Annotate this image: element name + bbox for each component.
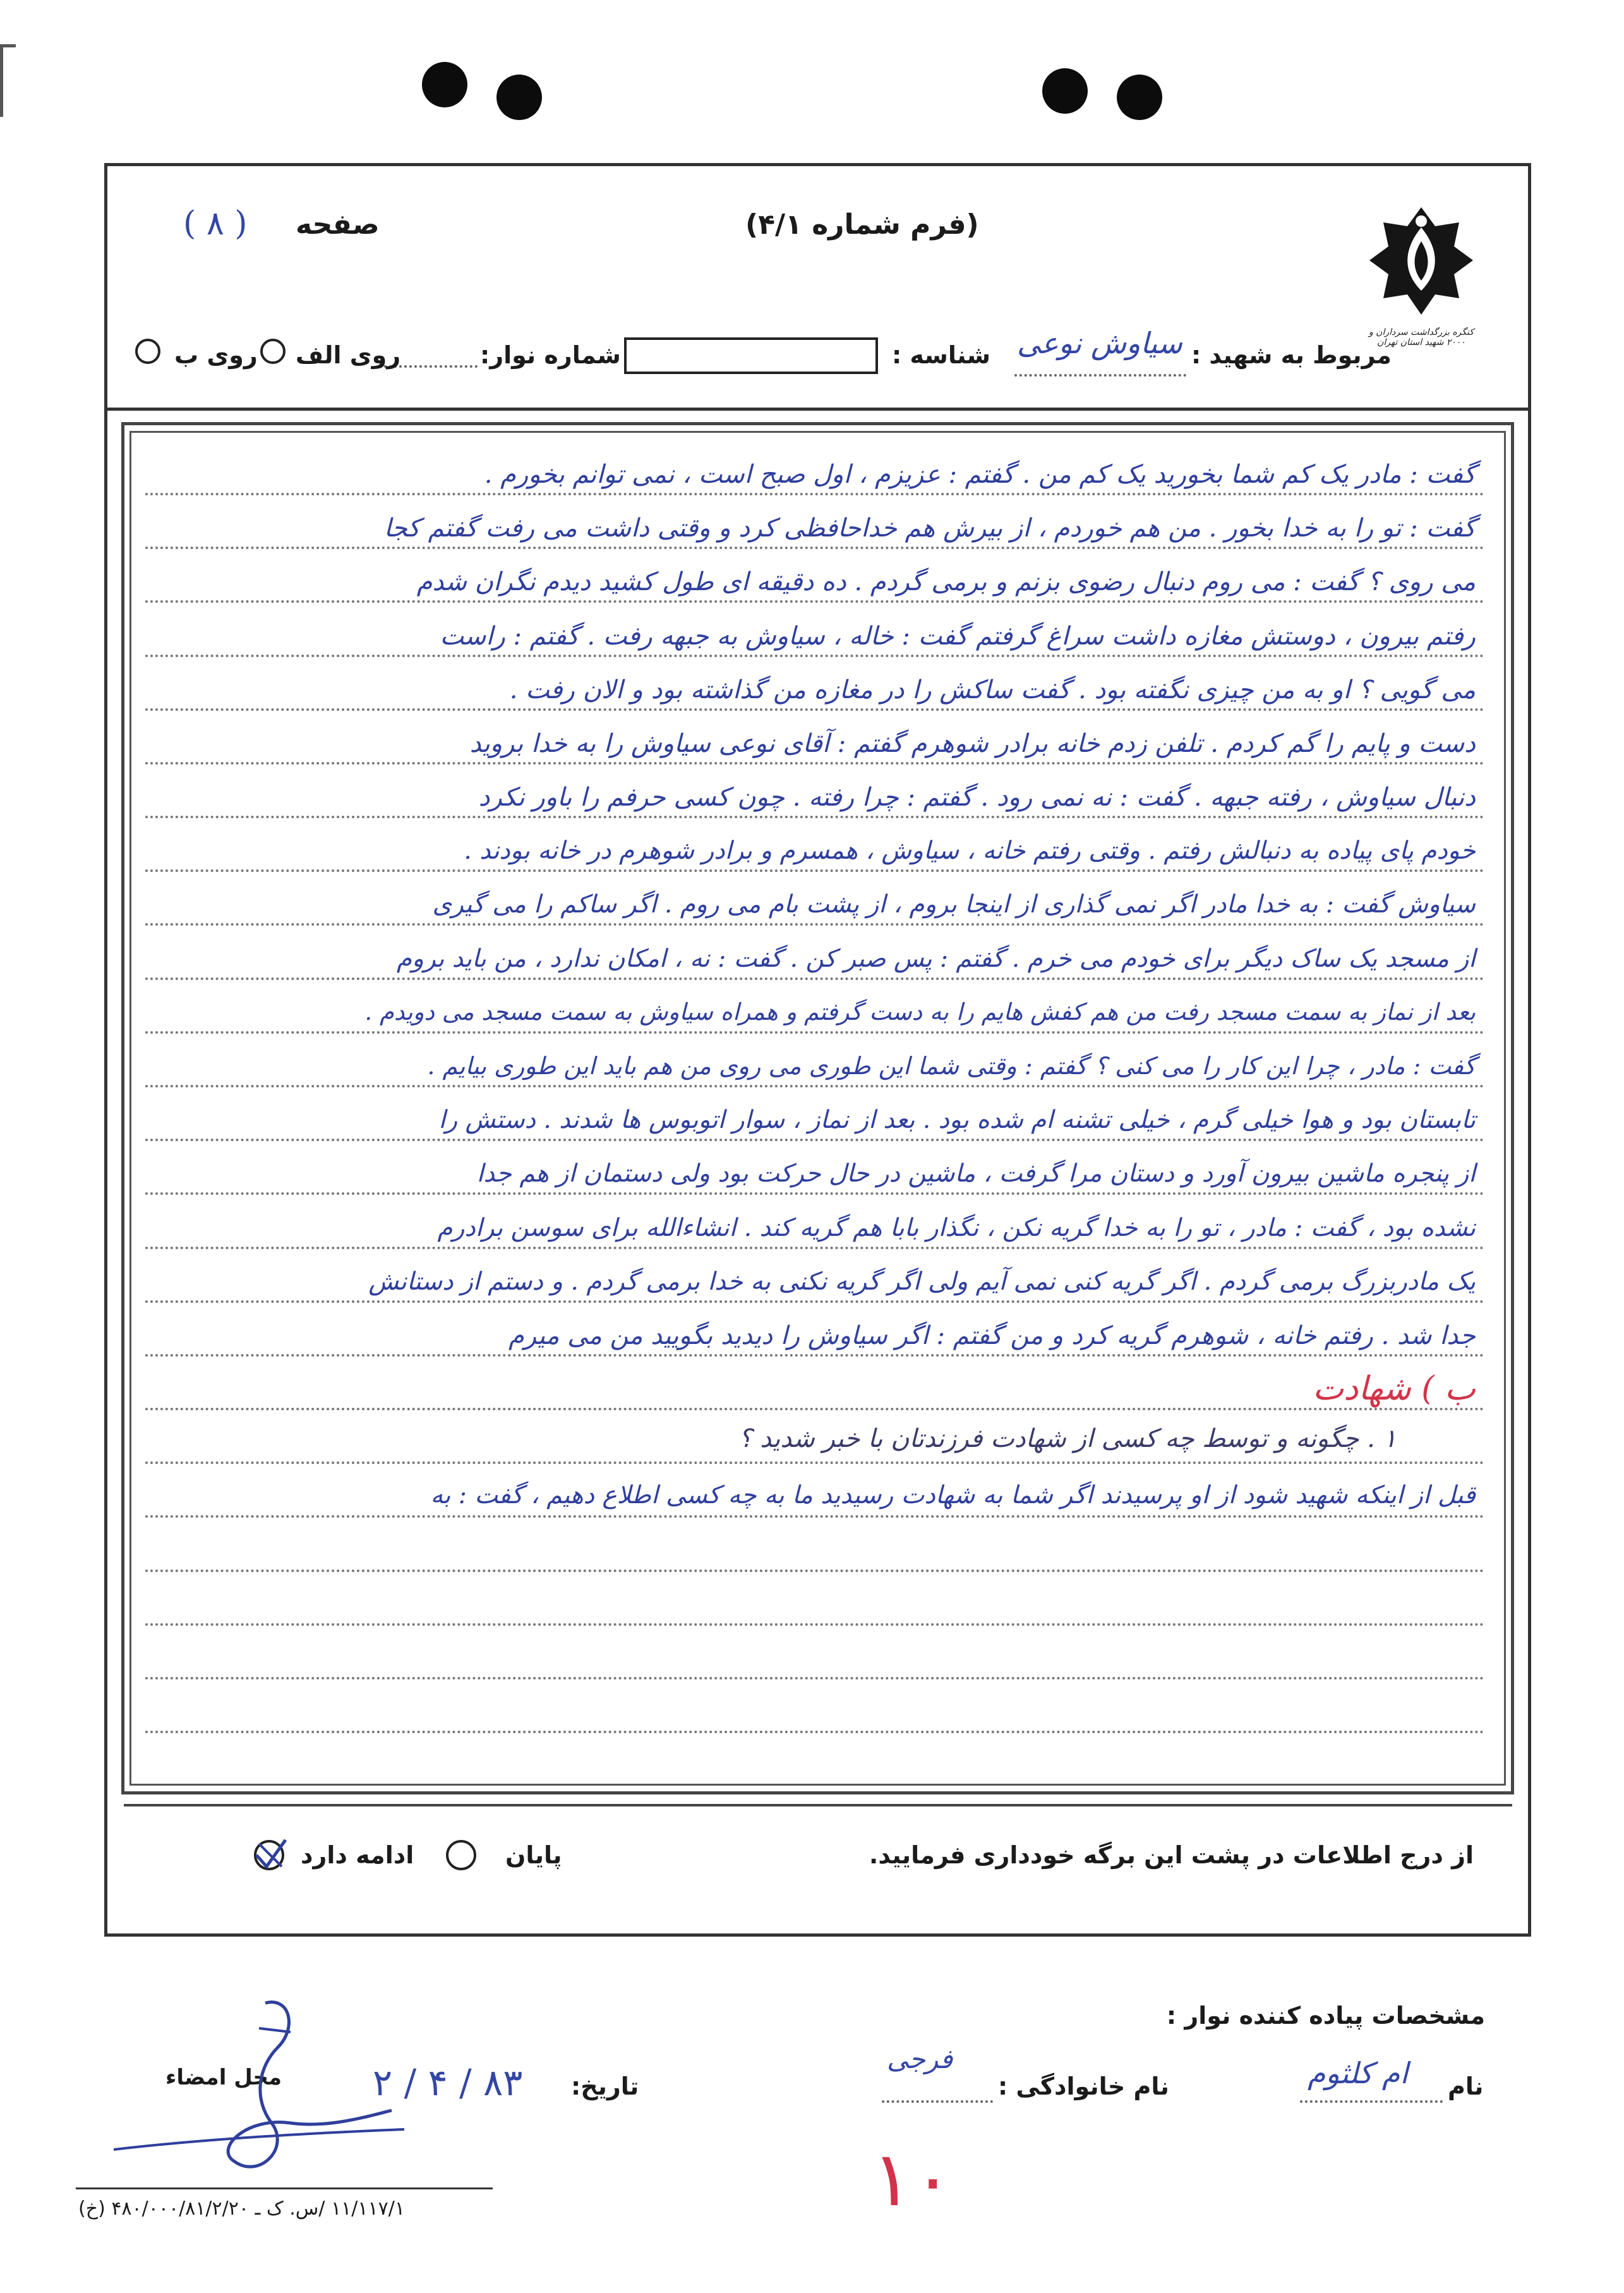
- continue-label: ادامه دارد: [301, 1841, 414, 1869]
- handwritten-line: سیاوش گفت : به خدا مادر اگر نمی گذاری از اینجا بروم ، از پشت بام می روم . اگر ساکم را می گیری: [432, 890, 1476, 919]
- ruled-line: [145, 655, 1484, 657]
- first-name-value: ام کلثوم: [1308, 2056, 1409, 2090]
- ruled-line: [145, 547, 1484, 549]
- tape-label: شماره نوار:: [480, 341, 621, 369]
- ruled-line: [145, 1300, 1484, 1303]
- ruled-line: [145, 493, 1484, 495]
- handwritten-line: خودم پای پیاده به دنبالش رفتم . وقتی رفتم خانه ، سیاوش ، همسرم و برادر شوهرم در خانه بودند .: [464, 837, 1476, 865]
- ruled-line: [145, 1247, 1484, 1249]
- page-mark: ۱۰: [872, 2136, 953, 2223]
- ruled-line: [145, 1731, 1484, 1733]
- ruled-line: [145, 1139, 1484, 1141]
- handwritten-line: دست و پایم را گم کردم . تلفن زدم خانه برادر شوهرم گفتم : آقای نوعی سیاوش را به خدا بروید: [469, 729, 1476, 758]
- family-name-field[interactable]: [882, 2100, 993, 2103]
- ruled-line: [145, 1461, 1484, 1464]
- handwritten-line: از پنجره ماشین بیرون آورد و دستان مرا گرفت ، ماشین در حال حرکت بود ولی دستمان از هم جدا: [476, 1159, 1476, 1188]
- handwritten-line: رفتم بیرون ، دوستش مغازه داشت سراغ گرفتم گفت : خاله ، سیاوش به جبهه رفت . گفتم : راست: [440, 622, 1476, 651]
- ruled-line: [145, 1570, 1484, 1572]
- ruled-line: [145, 600, 1484, 603]
- date-value: ۸۳ / ۴ / ۲: [373, 2061, 523, 2104]
- check-mark-icon: [251, 1836, 289, 1874]
- side-a-label: روی الف: [296, 341, 401, 369]
- back-page-warning: از درج اطلاعات در پشت این برگه خودداری فرمایید.: [869, 1841, 1474, 1869]
- handwritten-line: دنبال سیاوش ، رفته جبهه . گفت : نه نمی رود . گفتم : چرا رفته . چون کسی حرفم را باور نکرد: [478, 783, 1476, 812]
- handwritten-line: قبل از اینکه شهید شود از او پرسیدند اگر شما به شهادت رسیدید ما به چه کسی اطلاع دهیم ، گفت : به: [430, 1481, 1476, 1510]
- family-name-value: فرجی: [887, 2043, 953, 2074]
- ruled-line: [145, 1085, 1484, 1087]
- logo-caption: کنگره بزرگداشت سرداران و ۲۰۰۰ شهید استان تهران: [1368, 327, 1474, 348]
- ruled-line: [145, 869, 1484, 872]
- handwritten-line: تابستان بود و هوا خیلی گرم ، خیلی تشنه ام شده بود . بعد از نماز ، سوار اتوبوس ها شدند . دستش را: [438, 1106, 1476, 1134]
- handwritten-line: گفت : تو را به خدا بخور . من هم خوردم ، از بیرش هم خداحافظی کرد و وقتی داشت می رفت گفتم کجا: [383, 514, 1476, 543]
- emblem-icon: [1364, 202, 1478, 322]
- ruled-line: [145, 977, 1484, 980]
- end-radio[interactable]: [446, 1840, 476, 1870]
- handwritten-line: می گویی ؟ او به من چیزی نگفته بود . گفت ساکش را در مغازه من گذاشته بود و الان رفت .: [509, 675, 1476, 705]
- implementer-title: مشخصات پیاده کننده نوار :: [1166, 2002, 1485, 2030]
- id-label: شناسه :: [892, 341, 990, 369]
- punch-hole: [1042, 68, 1088, 114]
- first-name-field[interactable]: [1300, 2100, 1443, 2103]
- logo: [1364, 202, 1478, 322]
- ruled-line: [145, 1192, 1484, 1195]
- date-label: تاریخ:: [571, 2072, 639, 2100]
- side-b-radio[interactable]: [135, 339, 160, 364]
- question-line: ۱ . چگونه و توسط چه کسی از شهادت فرزندتان با خبر شدید ؟: [738, 1424, 1397, 1453]
- ruled-line: [145, 1623, 1484, 1626]
- handwritten-line: گفت : مادر یک کم شما بخورید یک کم من . گفتم : عزیزم ، اول صبح است ، نمی توانم بخورم .: [484, 460, 1476, 489]
- related-label: مربوط به شهید :: [1191, 341, 1392, 369]
- ruled-line: [145, 1515, 1484, 1518]
- handwritten-line: بعد از نماز به سمت مسجد رفت من هم کفش هایم را به دست گرفتم و همراه سیاوش به سمت مسجد می دویدم .: [364, 998, 1476, 1025]
- punch-hole: [496, 75, 542, 120]
- side-b-label: روی ب: [174, 341, 258, 369]
- id-field[interactable]: [624, 337, 878, 374]
- handwritten-line: یک مادربزرگ برمی گردم . اگر گریه کنی نمی آیم ولی اگر گریه نکنی به خدا برمی گردم . و دستم از دستانش: [368, 1268, 1476, 1296]
- page-number: ( ۸ ): [183, 205, 248, 243]
- family-name-label: نام خانوادگی :: [998, 2072, 1169, 2100]
- form-code-underline: [76, 2187, 493, 2189]
- punch-hole: [1117, 75, 1162, 120]
- footer-divider: [124, 1804, 1512, 1806]
- scan-edge-mark: [0, 44, 16, 117]
- signature: [101, 1990, 430, 2180]
- ruled-line: [145, 1677, 1484, 1679]
- ruled-line: [145, 762, 1484, 765]
- first-name-label: نام: [1448, 2072, 1484, 2100]
- end-label: پایان: [505, 1841, 562, 1869]
- handwritten-line: جدا شد . رفتم خانه ، شوهرم گریه کرد و من گفتم : اگر سیاوش را دیدید بگویید من می میرم: [508, 1321, 1476, 1350]
- form-code: ۱۱/۱۱۷/۱ /س. ک ـ ۴۸۰/۰۰۰/۸۱/۲/۲۰ (خ): [78, 2198, 405, 2220]
- section-heading-martyrdom: ب ) شهادت: [1313, 1370, 1476, 1408]
- ruled-line: [145, 1031, 1484, 1034]
- martyr-name-underline: [1014, 374, 1186, 377]
- punch-hole: [422, 62, 467, 107]
- ruled-line: [145, 923, 1484, 926]
- ruled-line: [145, 1354, 1484, 1357]
- continue-radio[interactable]: [254, 1840, 284, 1870]
- form-title: (فرم شماره ۴/۱): [745, 209, 979, 241]
- page-label: صفحه: [296, 209, 380, 241]
- ruled-line: [145, 1408, 1484, 1410]
- handwritten-line: گفت : مادر ، چرا این کار را می کنی ؟ گفتم : وقتی شما این طوری می روی من هم باید این طوری بیایم .: [427, 1052, 1476, 1080]
- martyr-name: سیاوش نوعی: [1017, 326, 1182, 360]
- ruled-line: [145, 708, 1484, 711]
- ruled-line: [145, 816, 1484, 818]
- side-a-radio[interactable]: [260, 339, 286, 364]
- handwritten-line: می روی ؟ گفت : می روم دنبال رضوی بزنم و برمی گردم . ده دقیقه ای طول کشید دیدم نگران شدم: [416, 567, 1476, 596]
- handwritten-line: نشده بود ، گفت : مادر ، تو را به خدا گریه نکن ، نگذار بابا هم گریه کند . انشاءالله برای سوسن برادرم: [437, 1214, 1476, 1242]
- handwritten-line: از مسجد یک ساک دیگر برای خودم می خرم . گفتم : پس صبر کن . گفت : نه ، امکان ندارد ، من باید بروم: [396, 945, 1476, 973]
- signature-label: محل امضاء: [165, 2065, 282, 2090]
